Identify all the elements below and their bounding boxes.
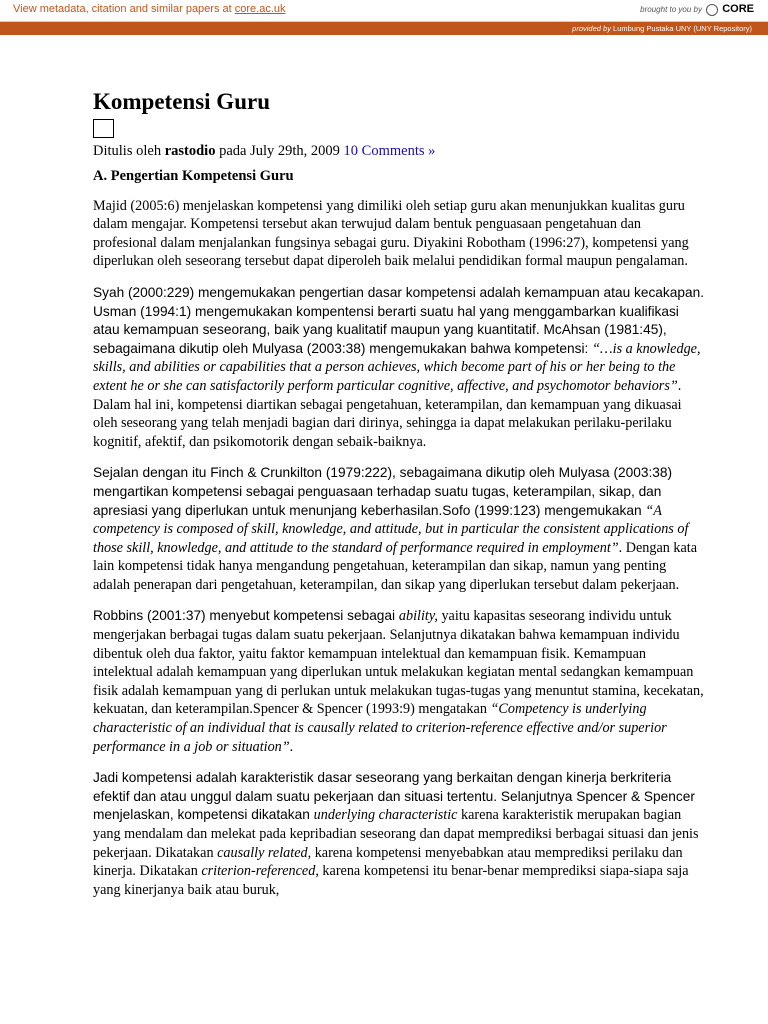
paragraph-5-part-b: , karena kompetensi menyebabkan atau memprediksi perilaku dan kinerja. Dikatakan [93, 844, 683, 880]
paragraph-2-sans: Syah (2000:229) mengemukakan pengertian dasar kompetensi adalah kemampuan atau kecakapan. Usman (1994:1) mengemukakan kompentensi berarti suatu hal yang menggambarkan kualifikasi atau kemampuan seseorang, baik yang kualitatif maupun yang kuantitatif. McAhsan (1981:45), sebagaimana dikutip oleh Mulyasa (2003:38) mengemukakan bahwa kompetensi: [93, 284, 705, 356]
core-logo-icon [706, 4, 718, 16]
paragraph-3 [93, 464, 705, 594]
paragraph-1: Majid (2005:6) menjelaskan kompetensi yang dimiliki oleh setiap guru akan menunjukkan kualitas guru dalam mengajar. Kompetensi tersebut akan terwujud dalam bentuk penguasaan pengetahuan dan profesional dalam menjalankan fungsinya sebagai guru. Diyakini Robotham (1996:27), kompetensi yang diperlukan oleh seseorang tersebut dapat diperoleh baik melalui pendidikan formal maupun pengalaman. [93, 197, 689, 270]
byline-prefix: Ditulis oleh [93, 143, 165, 159]
core-metadata-text [13, 3, 286, 15]
broken-image-placeholder [93, 119, 114, 138]
paragraph-4 [93, 607, 705, 756]
core-metadata-prefix: View metadata, citation and similar papers at [13, 3, 235, 15]
paragraph-4-ability: ability, [398, 608, 438, 625]
paragraph-4-quote: “Competency is underlying characteristic of an individual that is causally related to criterion-reference effective and/or superior performance in a job or situation” [93, 701, 667, 755]
provided-by-bar [0, 22, 768, 35]
byline-author: rastodio [164, 143, 216, 159]
paragraph-5-part-c: , karena kompetensi itu benar-benar memprediksi siapa-siapa saja yang kinerjanya baik atau buruk, [93, 863, 689, 898]
post-byline [93, 142, 705, 161]
provided-by-source: Lumbung Pustaka UNY (UNY Repository) [613, 24, 752, 33]
provided-by-text[interactable] [572, 24, 752, 33]
paragraph-3-quote: “A competency is composed of skill, knowledge, and attitude, but in particular the consistent applications of those skill, knowledge, and attitude to the standard of performance required in employment” [93, 502, 689, 556]
paragraph-5-sans: Jadi kompetensi adalah karakteristik dasar seseorang yang berkaitan dengan kinerja berkriteria efektif dan atau unggul dalam suatu pekerjaan dan situasi tertentu. Selanjutnya Spencer & Spencer menjelaskan, kompetensi dikatakan [93, 770, 695, 823]
paragraph-4-mid: yaitu kapasitas seseorang individu untuk mengerjakan berbagai tugas dalam suatu pekerjaan. Selanjutnya dikatakan bahwa kemampuan individu dibentuk oleh dua faktor, yaitu faktor kemampuan intelektual dan kemampuan fisik. Kemampuan intelektual adalah kemampuan yang diperlukan untuk melakukan kegiatan mental sedangkan kemampuan fisik adalah kemampuan yang di perlukan untuk melakukan tugas-tugas yang menuntut stamina, kecekatan, kekuatan, dan keterampilan.Spencer & Spencer (1993:9) mengatakan [93, 608, 704, 718]
comments-link[interactable]: 10 Comments » [343, 143, 436, 159]
paragraph-3-sans: Sejalan dengan itu Finch & Crunkilton (1979:222), sebagaimana dikutip oleh Mulyasa (2003:38) mengartikan kompetensi sebagai penguasaan terhadap suatu tugas, keterampilan, sikap, dan apresiasi yang diperlukan untuk menunjang keberhasilan.Sofo (1999:123) mengemukakan [93, 465, 673, 518]
paragraph-2-quote: “…is a knowledge, skills, and abilities or capabilities that a person achieves, which become part of his or her being to the extent he or she can satisfactorily perform particular cognitive, affective, and psychomotor behaviors” [93, 340, 701, 394]
core-logo-text: CORE [722, 3, 754, 15]
post-content [93, 88, 705, 912]
core-banner [0, 0, 768, 22]
paragraph-4-sans: Robbins (2001:37) menyebut kompetensi sebagai [93, 608, 399, 624]
paragraph-5 [93, 769, 705, 899]
paragraph-2 [93, 284, 705, 451]
paragraph-5-quote-3: criterion-referenced [201, 863, 316, 880]
core-brand[interactable] [640, 3, 754, 16]
section-heading: A. Pengertian Kompetensi Guru [93, 167, 294, 184]
post-title: Kompetensi Guru [93, 89, 270, 114]
byline-date: pada July 29th, 2009 [215, 143, 344, 159]
paragraph-3-rest: . Dengan kata lain kompetensi tidak hanya mengandung pengetahuan, keterampilan dan sikap, namun yang penting adalah penerapan dari pengetahuan, keterampilan, dan sikap yang diperlukan tersebut dalam pekerjaan. [93, 539, 698, 593]
paragraph-2-rest: . Dalam hal ini, kompetensi diartikan sebagai pengetahuan, keterampilan, dan kemampuan yang dikuasai oleh seseorang yang telah menjadi bagian dari dirinya, sehingga ia dapat melakukan perilaku-perilaku kognitif, afektif, dan psikomotorik dengan sebaik-baiknya. [93, 377, 682, 450]
provided-by-label: provided by [572, 24, 611, 33]
paragraph-5-quote-2: causally related [217, 844, 308, 861]
paragraph-4-end: . [289, 738, 294, 755]
paragraph-5-quote-1: underlying characteristic [313, 807, 458, 824]
core-link[interactable]: core.ac.uk [234, 3, 286, 15]
brought-to-you-text: brought to you by [640, 5, 702, 14]
paragraph-5-part-a: karena karakteristik merupakan bagian yang mendalam dan melekat pada kepribadian seseorang dan dapat memprediksi berbagai situasi dan jenis pekerjaan. Dikatakan [93, 807, 699, 861]
